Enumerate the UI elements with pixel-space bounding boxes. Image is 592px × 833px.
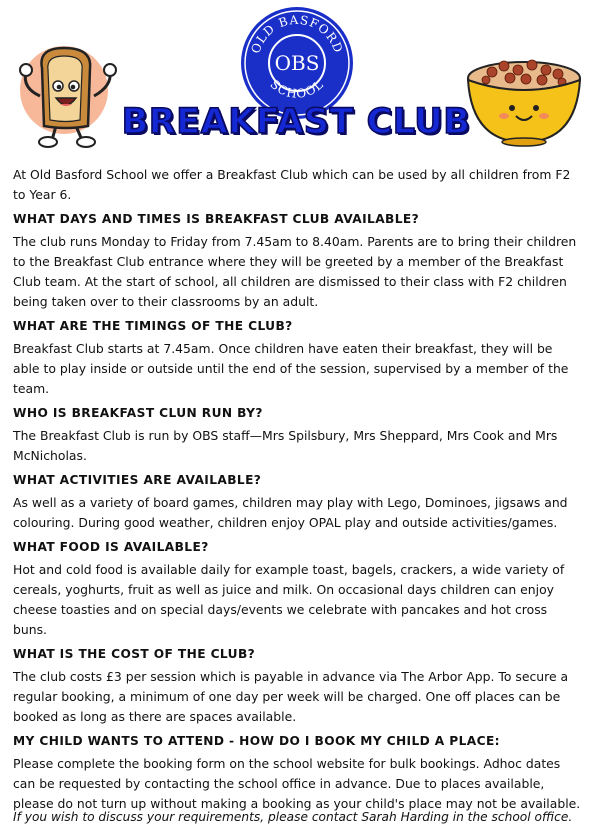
logo-monogram: OBS <box>274 51 320 75</box>
section-body-food: Hot and cold food is available daily for example toast, bagels, crackers, a wide variety of cereals, yoghurts, fruit as well as juice and milk. On occasional days children can enjoy cheese toasties and on special days/events we celebrate with pancakes and hot cross buns. <box>13 562 565 637</box>
main-content <box>13 165 581 814</box>
section-heading-days-times: WHAT DAYS AND TIMES IS BREAKFAST CLUB AVAILABLE? <box>13 212 420 226</box>
page-title: BREAKFAST CLUB <box>121 102 471 142</box>
section-heading-activities: WHAT ACTIVITIES ARE AVAILABLE? <box>13 473 262 487</box>
cereal-bowl-icon <box>462 50 586 148</box>
section-body-cost: The club costs £3 per session which is payable in advance via The Arbor App. To secure a regular booking, a minimum of one day per week will be charged. One off places can be booked as long as there are spaces available. <box>13 669 569 724</box>
section-body-timings: Breakfast Club starts at 7.45am. Once children have eaten their breakfast, they will be able to play inside or outside until the end of the session, supervised by a member of the team. <box>13 341 569 396</box>
logo-bottom-text: SCHOOL <box>267 77 327 101</box>
section-heading-booking: MY CHILD WANTS TO ATTEND - HOW DO I BOOK MY CHILD A PLACE: <box>13 734 500 748</box>
section-body-days-times: The club runs Monday to Friday from 7.45am to 8.40am. Parents are to bring their children to the Breakfast Club entrance where they will be greeted by a member of the Breakfast Club team. At the start of school, all children are dismissed to their class with F2 children being taken over to their classrooms by an adult. <box>13 234 577 309</box>
intro-text: At Old Basford School we offer a Breakfast Club which can be used by all children from F2 to Year 6. <box>13 167 571 202</box>
logo-top-text: OLD BASFORD <box>248 12 346 56</box>
section-body-staff: The Breakfast Club is run by OBS staff—Mrs Spilsbury, Mrs Sheppard, Mrs Cook and Mrs McNicholas. <box>13 428 558 463</box>
section-body-booking: Please complete the booking form on the school website for bulk bookings. Adhoc dates can be requested by contacting the school office in advance. Due to places available, please do not turn up without making a booking as your child's place may not be available. <box>13 756 581 811</box>
closing-note: If you wish to discuss your requirements, please contact Sarah Harding in the school office. <box>13 810 573 824</box>
section-heading-cost: WHAT IS THE COST OF THE CLUB? <box>13 647 256 661</box>
section-heading-staff: WHO IS BREAKFAST CLUN RUN BY? <box>13 406 263 420</box>
section-heading-food: WHAT FOOD IS AVAILABLE? <box>13 540 209 554</box>
header <box>0 0 592 162</box>
toast-mascot-icon <box>12 38 130 150</box>
section-heading-timings: WHAT ARE THE TIMINGS OF THE CLUB? <box>13 319 293 333</box>
section-body-activities: As well as a variety of board games, children may play with Lego, Dominoes, jigsaws and colouring. During good weather, children enjoy OPAL play and outside activities/games. <box>13 495 568 530</box>
